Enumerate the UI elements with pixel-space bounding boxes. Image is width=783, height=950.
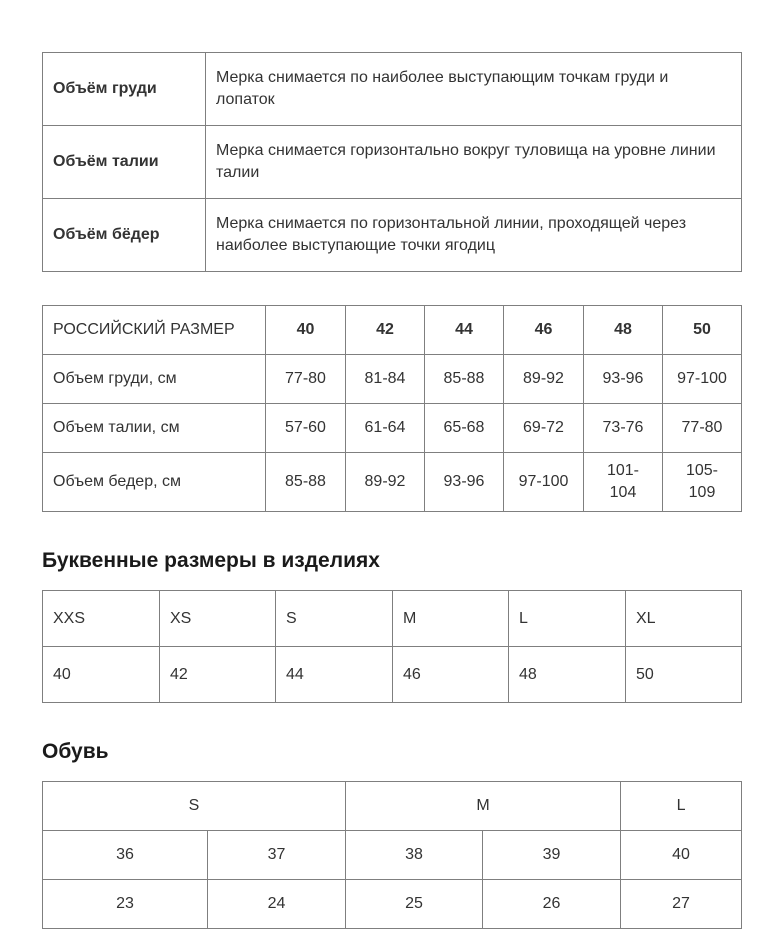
hips-range-cell: 93-96 xyxy=(425,453,504,512)
numeric-size-cell: 42 xyxy=(160,647,276,703)
shoe-group-header-s: S xyxy=(43,782,346,831)
table-row xyxy=(43,404,742,453)
hips-range-cell: 105-109 xyxy=(663,453,742,512)
letter-size-cell: XL xyxy=(626,591,742,647)
letter-size-cell: M xyxy=(393,591,509,647)
shoes-size-table xyxy=(42,781,742,929)
section-title-shoes: Обувь xyxy=(42,740,109,763)
row-label-chest: Объем груди, см xyxy=(43,355,266,404)
shoe-eu-size-cell: 36 xyxy=(43,831,208,880)
numeric-size-cell: 40 xyxy=(43,647,160,703)
measurement-description-waist: Мерка снимается горизонтально вокруг туловища на уровне линии талии xyxy=(206,126,742,199)
waist-range-cell: 69-72 xyxy=(504,404,584,453)
size-column-header: 46 xyxy=(504,306,584,355)
waist-range-cell: 77-80 xyxy=(663,404,742,453)
shoe-group-header-m: M xyxy=(346,782,621,831)
table-header-row xyxy=(43,782,742,831)
shoe-cm-size-cell: 23 xyxy=(43,880,208,929)
measurement-description-chest: Мерка снимается по наиболее выступающим точкам груди и лопаток xyxy=(206,53,742,126)
chest-range-cell: 89-92 xyxy=(504,355,584,404)
table-row xyxy=(43,199,742,272)
measurement-label-chest: Объём груди xyxy=(43,53,206,126)
size-column-header: 42 xyxy=(346,306,425,355)
chest-range-cell: 81-84 xyxy=(346,355,425,404)
russian-size-header-label: РОССИЙСКИЙ РАЗМЕР xyxy=(43,306,266,355)
shoe-cm-size-cell: 26 xyxy=(483,880,621,929)
table-row xyxy=(43,355,742,404)
waist-range-cell: 57-60 xyxy=(266,404,346,453)
chest-range-cell: 85-88 xyxy=(425,355,504,404)
shoe-cm-size-cell: 25 xyxy=(346,880,483,929)
waist-range-cell: 65-68 xyxy=(425,404,504,453)
measurement-label-hips: Объём бёдер xyxy=(43,199,206,272)
letter-size-cell: XXS xyxy=(43,591,160,647)
table-row xyxy=(43,53,742,126)
row-label-hips: Объем бедер, см xyxy=(43,453,266,512)
table-row xyxy=(43,880,742,929)
measurement-label-waist: Объём талии xyxy=(43,126,206,199)
chest-range-cell: 97-100 xyxy=(663,355,742,404)
numeric-size-cell: 50 xyxy=(626,647,742,703)
chest-range-cell: 77-80 xyxy=(266,355,346,404)
letter-size-cell: S xyxy=(276,591,393,647)
table-row xyxy=(43,831,742,880)
shoe-eu-size-cell: 39 xyxy=(483,831,621,880)
hips-range-cell: 97-100 xyxy=(504,453,584,512)
hips-range-cell: 85-88 xyxy=(266,453,346,512)
hips-range-cell: 89-92 xyxy=(346,453,425,512)
section-title-letter-sizes: Буквенные размеры в изделиях xyxy=(42,549,380,572)
measurement-definitions-table xyxy=(42,52,742,272)
size-column-header: 48 xyxy=(584,306,663,355)
waist-range-cell: 61-64 xyxy=(346,404,425,453)
shoe-cm-size-cell: 24 xyxy=(208,880,346,929)
letter-size-cell: L xyxy=(509,591,626,647)
numeric-size-cell: 46 xyxy=(393,647,509,703)
table-row xyxy=(43,126,742,199)
shoe-eu-size-cell: 38 xyxy=(346,831,483,880)
table-row xyxy=(43,647,742,703)
numeric-size-cell: 44 xyxy=(276,647,393,703)
letter-sizes-table xyxy=(42,590,742,703)
shoe-eu-size-cell: 37 xyxy=(208,831,346,880)
letter-size-cell: XS xyxy=(160,591,276,647)
size-column-header: 50 xyxy=(663,306,742,355)
table-header-row xyxy=(43,591,742,647)
russian-size-table xyxy=(42,305,742,512)
spacer xyxy=(42,272,741,305)
measurement-description-hips: Мерка снимается по горизонтальной линии, проходящей через наиболее выступающие точки ягодиц xyxy=(206,199,742,272)
table-row xyxy=(43,453,742,512)
shoe-cm-size-cell: 27 xyxy=(621,880,742,929)
size-column-header: 40 xyxy=(266,306,346,355)
shoe-group-header-l: L xyxy=(621,782,742,831)
row-label-waist: Объем талии, см xyxy=(43,404,266,453)
waist-range-cell: 73-76 xyxy=(584,404,663,453)
shoe-eu-size-cell: 40 xyxy=(621,831,742,880)
size-column-header: 44 xyxy=(425,306,504,355)
hips-range-cell: 101-104 xyxy=(584,453,663,512)
table-header-row xyxy=(43,306,742,355)
numeric-size-cell: 48 xyxy=(509,647,626,703)
chest-range-cell: 93-96 xyxy=(584,355,663,404)
